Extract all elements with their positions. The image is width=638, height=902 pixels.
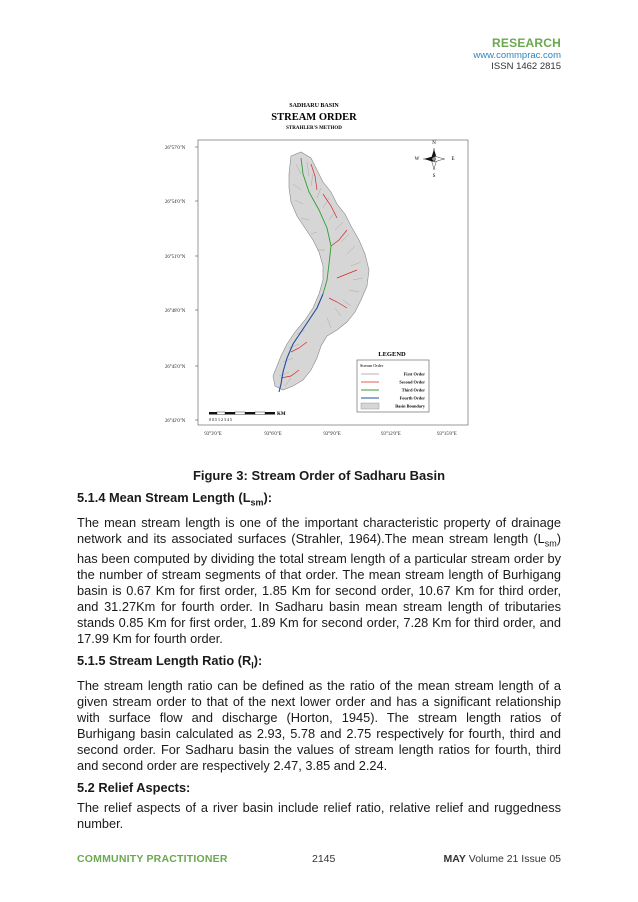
legend-item-label: Third Order [401, 387, 425, 393]
scale-unit: KM [277, 412, 286, 417]
lat-label: 26°42'0"N [165, 419, 186, 424]
stream-order-map-figure [151, 94, 478, 446]
legend-item-label: Fourth Order [399, 395, 425, 401]
scale-bar [209, 412, 286, 422]
lat-label: 26°57'0"N [165, 146, 186, 151]
research-label: RESEARCH [492, 36, 561, 50]
legend-group: Stream Order [360, 363, 384, 368]
lat-label: 26°54'0"N [165, 200, 186, 205]
paragraph-mean-stream-length: The mean stream length is one of the important characteristic property of drainage network and its associated surfaces (Strahler, 1964).The mean stream length $(L_{sm})$ has been computed by dividing the total stream length of a particular stream order by the number of stream segments of that order. The mean stream length of Burhigang basin is 0.67 Km for first order, 1.85 Km for second order, 10.67 Km for third order, and 31.27Km for fourth order. In Sadharu basin mean stream length of tributaries stands 0.85 Km for first order, 1.89 Km for second order, 7.28 Km for third order, and 17.99 Km for fourth order. [77, 514, 561, 647]
section-heading-relief-aspects: 5.2 Relief Aspects: [77, 779, 191, 795]
svg-text:E: E [451, 157, 455, 162]
journal-header [473, 37, 561, 73]
legend-item-label: Basin Boundary [395, 403, 425, 409]
article-body [77, 490, 561, 838]
issue-info: MAY Volume 21 Issue 05 [443, 853, 561, 865]
north-arrow-icon [415, 141, 455, 179]
lon-label: 93°15'0"E [437, 432, 457, 437]
lat-label: 26°48'0"N [165, 309, 186, 314]
svg-text:S: S [432, 174, 436, 179]
lon-label: 93°6'0"E [264, 432, 282, 437]
legend-item-label: First Order [403, 371, 425, 377]
lon-label: 93°3'0"E [204, 432, 222, 437]
map-title-small: SADHARU BASIN [289, 103, 339, 109]
map-legend [357, 351, 429, 412]
figure-caption: Figure 3: Stream Order of Sadharu Basin [192, 468, 446, 483]
lon-label: 93°12'0"E [381, 432, 401, 437]
paragraph-stream-length-ratio: The stream length ratio can be defined as the ratio of the mean stream length of a given stream order to that of the next lower order and has a significant relationship with surface flow and discharge (Horton, 1945). The stream length ratios of Burhigang basin calculated as 2.93, 5.78 and 2.75 respectively for fourth, third and second order. For Sadharu basin the values of stream length ratios for fourth, third and second order are respectively 2.47, 3.85 and 2.24. [77, 677, 561, 773]
legend-heading: LEGEND [378, 351, 406, 358]
map-subtitle: STRAHLER'S METHOD [286, 126, 342, 131]
section-heading-mean-stream-length: 5.1.4 Mean Stream Length $(L_{sm})$: [77, 490, 273, 508]
scale-numbers: 0 0.5 1 2 3 4 5 [209, 417, 232, 422]
svg-text:N: N [432, 141, 436, 146]
website-link[interactable]: www.commprac.com [473, 49, 561, 61]
svg-text:W: W [414, 157, 420, 162]
journal-name: COMMUNITY PRACTITIONER [77, 853, 228, 865]
page-number: 2145 [312, 853, 336, 865]
lon-label: 93°9'0"E [323, 432, 341, 437]
issn-label: ISSN 1462 2815 [491, 60, 561, 72]
lat-label: 26°51'0"N [165, 255, 186, 260]
legend-item-label: Second Order [399, 379, 425, 385]
paragraph-relief-aspects: The relief aspects of a river basin include relief ratio, relative relief and ruggedness number. [77, 799, 561, 831]
section-heading-stream-length-ratio: 5.1.5 Stream Length Ratio $(R_l)$: [77, 653, 263, 671]
map-title-big: STREAM ORDER [271, 112, 357, 123]
lat-label: 26°45'0"N [165, 365, 186, 370]
stream-order-map [151, 94, 478, 446]
